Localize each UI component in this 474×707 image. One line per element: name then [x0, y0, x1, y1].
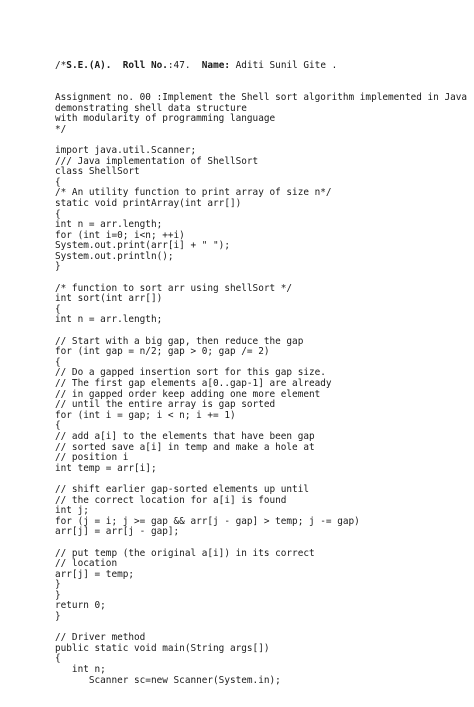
- code-line: int sort(int arr[]): [55, 293, 163, 305]
- code-line: {: [55, 653, 61, 665]
- comment-open: /*: [55, 60, 67, 72]
- code-line: {: [55, 208, 61, 220]
- code-body: [55, 93, 470, 686]
- code-line: }: [55, 589, 61, 601]
- code-line: // add a[i] to the elements that have been gap: [55, 430, 315, 442]
- code-line: // location: [55, 558, 118, 570]
- code-line: {: [55, 356, 61, 368]
- name-label: Name:: [201, 60, 231, 72]
- code-line: for (int i=0; i<n; ++i): [55, 229, 185, 241]
- code-line: System.out.print(arr[i] + " ");: [55, 240, 230, 252]
- class-label: S.E.(A).: [66, 60, 112, 72]
- code-line: // Driver method: [55, 632, 146, 644]
- code-line: int n;: [55, 664, 106, 676]
- code-line: class ShellSort: [55, 166, 140, 178]
- code-line: int n = arr.length;: [55, 314, 163, 326]
- code-line: static void printArray(int arr[]): [55, 197, 242, 209]
- code-line: Scanner sc=new Scanner(System.in);: [55, 674, 281, 686]
- code-line: int n = arr.length;: [55, 219, 163, 231]
- code-line: arr[j] = arr[j - gap];: [55, 526, 180, 538]
- code-line: }: [55, 261, 61, 273]
- code-line: with modularity of programming language: [55, 113, 276, 125]
- code-line: /// Java implementation of ShellSort: [55, 155, 259, 167]
- code-line: int j;: [55, 505, 89, 517]
- code-line: return 0;: [55, 600, 106, 612]
- code-line: // The first gap elements a[0..gap-1] are already: [55, 378, 332, 389]
- code-line: */: [55, 123, 67, 135]
- name-value: Aditi Sunil Gite .: [230, 60, 338, 72]
- code-line: // Start with a big gap, then reduce the gap: [55, 335, 304, 347]
- code-line: }: [55, 579, 61, 591]
- code-line: {: [55, 176, 61, 188]
- code-line: // put temp (the original a[i]) in its correct: [55, 547, 315, 559]
- roll-label: Roll No.: [122, 60, 168, 72]
- code-line: System.out.println();: [55, 250, 174, 262]
- code-line: // position i: [55, 452, 129, 464]
- code-line: {: [55, 420, 61, 432]
- code-line: int temp = arr[i];: [55, 462, 157, 474]
- code-line: public static void main(String args[]): [55, 642, 270, 654]
- code-listing: [55, 40, 470, 707]
- code-line: arr[j] = temp;: [55, 568, 135, 580]
- code-line: import java.util.Scanner;: [55, 144, 197, 156]
- code-line: {: [55, 303, 61, 315]
- code-line: [55, 538, 470, 549]
- code-line: /* function to sort arr using shellSort */: [55, 282, 293, 294]
- code-line: // sorted save a[i] in temp and make a hole at: [55, 441, 315, 453]
- code-line: }: [55, 611, 61, 623]
- code-line: demonstrating shell data structure: [55, 102, 247, 114]
- code-line: // until the entire array is gap sorted: [55, 399, 276, 411]
- code-line: /* An utility function to print array of size n*/: [55, 187, 332, 199]
- code-line: for (int i = gap; i < n; i += 1): [55, 409, 236, 421]
- code-line: Assignment no. 00 :Implement the Shell sort algorithm implemented in Java: [55, 91, 468, 103]
- header-line: [55, 61, 470, 72]
- code-line: for (int gap = n/2; gap > 0; gap /= 2): [55, 346, 270, 358]
- code-line: for (j = i; j >= gap && arr[j - gap] > temp; j -= gap): [55, 515, 360, 527]
- code-line: // shift earlier gap-sorted elements up until: [55, 483, 309, 495]
- code-line: // Do a gapped insertion sort for this gap size.: [55, 367, 326, 379]
- code-line: // in gapped order keep adding one more element: [55, 388, 321, 400]
- code-line: // the correct location for a[i] is found: [55, 494, 287, 506]
- roll-value: :47.: [167, 60, 191, 72]
